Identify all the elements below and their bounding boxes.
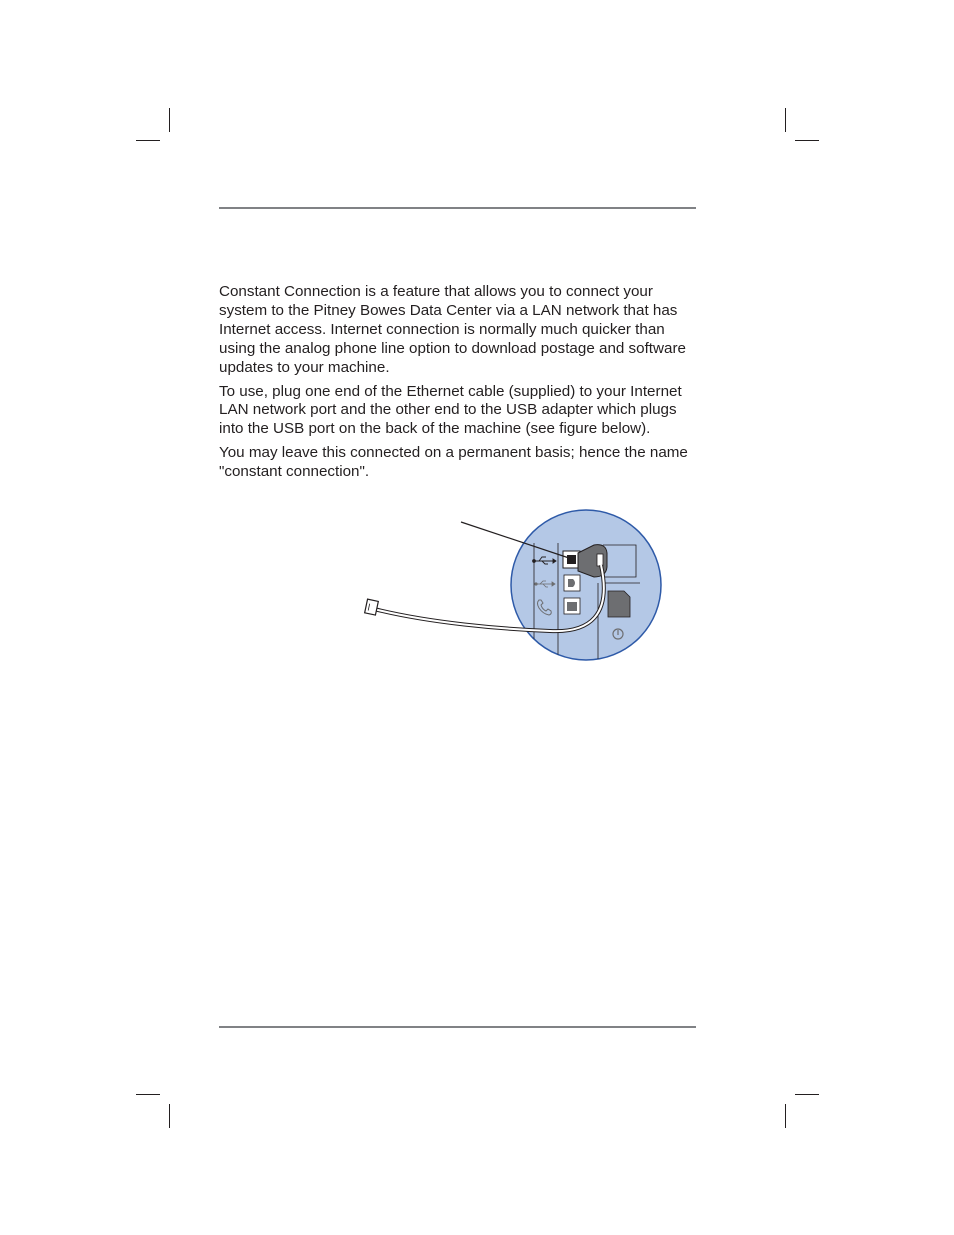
body-text: [219, 283, 699, 487]
paragraph: To use, plug one end of the Ethernet cable (supplied) to your Internet LAN network port and the other end to the USB adapter which plugs into the USB port on the back of the machine (see figure below).: [219, 382, 682, 438]
crop-mark: [795, 1094, 819, 1095]
connection-figure: [350, 505, 670, 670]
crop-mark: [136, 1094, 160, 1095]
crop-mark: [136, 140, 160, 141]
paragraph: Constant Connection is a feature that allows you to connect your system to the Pitney Bowes Data Center via a LAN network that has Internet access. Internet connection is normally much quicker than using the analog phone line option to download postage and software updates to your machine.: [219, 283, 686, 376]
crop-mark: [169, 1104, 170, 1128]
crop-mark: [169, 108, 170, 132]
paragraph: You may leave this connected on a permanent basis; hence the name "constant connection".: [219, 444, 688, 481]
header-rule: [219, 207, 696, 209]
magnifier-circle: [511, 510, 661, 660]
footer-rule: [219, 1026, 696, 1028]
ethernet-plug: [365, 599, 379, 615]
connection-illustration: [350, 505, 670, 670]
crop-mark: [785, 108, 786, 132]
crop-mark: [795, 140, 819, 141]
crop-mark: [785, 1104, 786, 1128]
